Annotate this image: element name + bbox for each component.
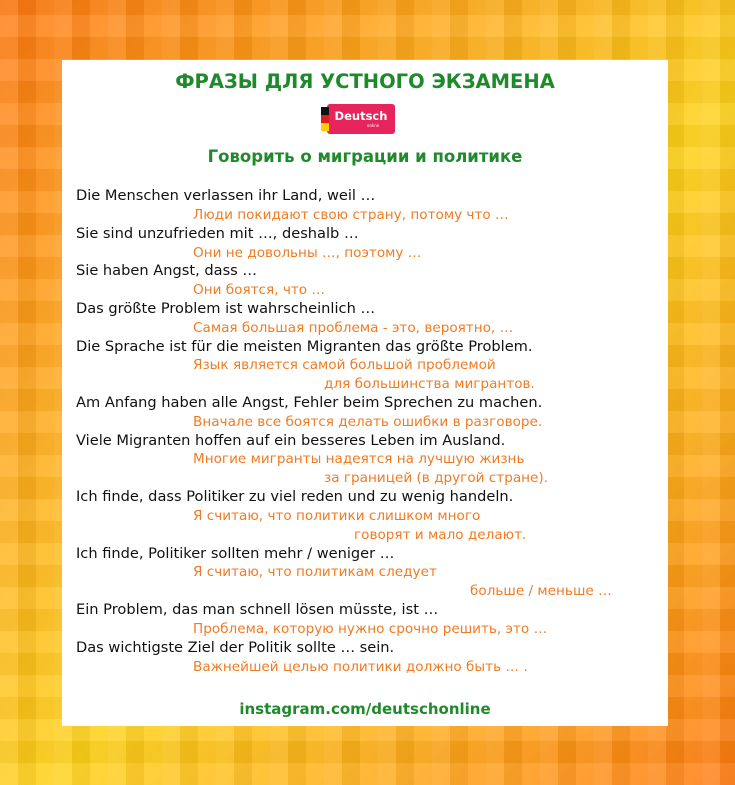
russian-translation: Они боятся, что … [193, 282, 326, 298]
russian-translation: Язык является самой большой проблемой [193, 357, 496, 373]
logo-subtext: online [367, 123, 380, 128]
german-phrase: Ich finde, dass Politiker zu viel reden und zu wenig handeln. [76, 488, 514, 505]
phrase-card [62, 60, 668, 726]
russian-translation: Люди покидают свою страну, потому что … [193, 207, 509, 223]
german-phrase: Das größte Problem ist wahrscheinlich … [76, 300, 376, 317]
german-phrase: Das wichtigste Ziel der Politik sollte … sein. [76, 639, 395, 656]
russian-translation: больше / меньше … [470, 583, 612, 599]
german-phrase: Am Anfang haben alle Angst, Fehler beim Sprechen zu machen. [76, 394, 543, 411]
russian-translation: Я считаю, что политики слишком много [193, 508, 481, 524]
phrase-list [62, 60, 668, 680]
german-phrase: Ein Problem, das man schnell lösen müsste, ist … [76, 601, 439, 618]
instagram-handle[interactable]: instagram.com/deutschonline [239, 700, 491, 718]
russian-translation: говорят и мало делают. [354, 527, 527, 543]
russian-translation: за границей (в другой стране). [324, 470, 549, 486]
german-phrase: Die Menschen verlassen ihr Land, weil … [76, 187, 376, 204]
german-phrase: Sie sind unzufrieden mit …, deshalb … [76, 225, 359, 242]
russian-translation: Важнейшей целью политики должно быть … . [193, 659, 528, 675]
russian-translation: Они не довольны …, поэтому … [193, 245, 422, 261]
german-phrase: Ich finde, Politiker sollten mehr / weniger … [76, 545, 395, 562]
russian-translation: Самая большая проблема - это, вероятно, … [193, 320, 514, 336]
russian-translation: Вначале все боятся делать ошибки в разговоре. [193, 414, 543, 430]
page-title: ФРАЗЫ ДЛЯ УСТНОГО ЭКЗАМЕНА [175, 70, 555, 93]
german-phrase: Viele Migranten hoffen auf ein besseres Leben im Ausland. [76, 432, 506, 449]
german-phrase: Sie haben Angst, dass … [76, 262, 258, 279]
german-phrase: Die Sprache ist für die meisten Migranten das größte Problem. [76, 338, 533, 355]
russian-translation: Проблема, которую нужно срочно решить, это … [193, 621, 548, 637]
russian-translation: Я считаю, что политикам следует [193, 564, 437, 580]
russian-translation: Многие мигранты надеятся на лучшую жизнь [193, 451, 525, 467]
russian-translation: для большинства мигрантов. [324, 376, 535, 392]
page-subtitle: Говорить о миграции и политике [207, 147, 523, 166]
logo-brand-text: Deutsch [334, 109, 388, 123]
